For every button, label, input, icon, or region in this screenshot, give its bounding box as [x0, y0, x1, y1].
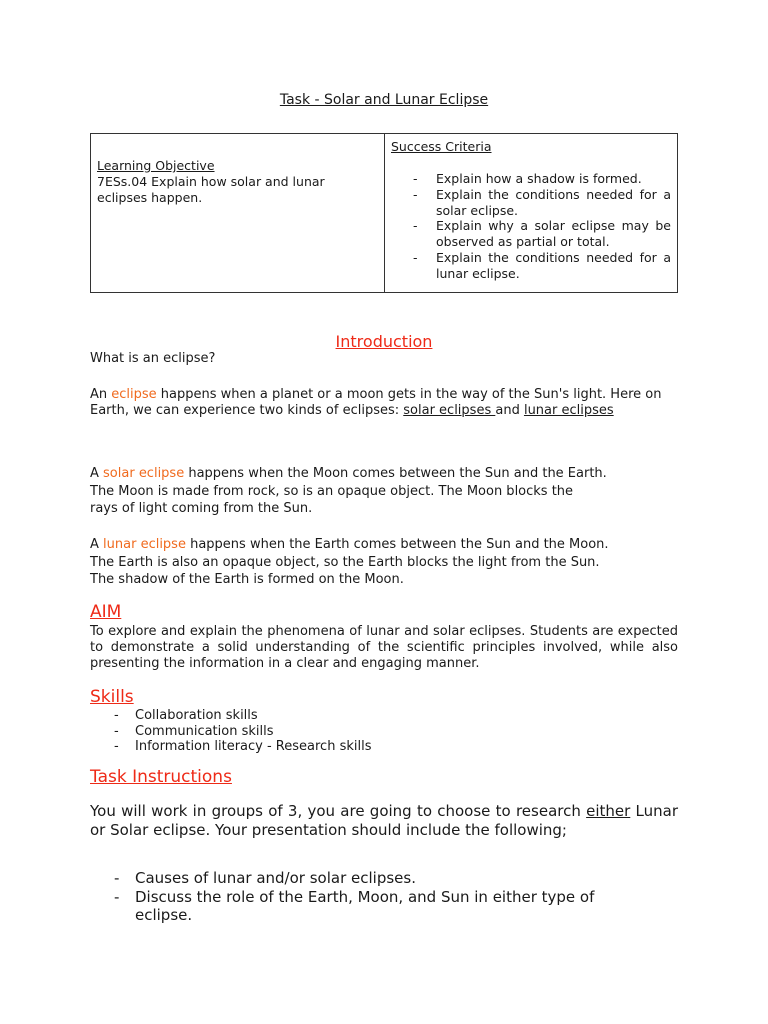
solar-eclipse-paragraph: A solar eclipse happens when the Moon comes between the Sun and the Earth. The Moon is made from rock, so is an opaque object. The Moon blocks the rays of light coming from the Sun. — [90, 466, 607, 516]
lunar-eclipses-link: lunar eclipses — [523, 403, 614, 418]
skill-item: - Collaboration skills — [114, 708, 258, 723]
solar-eclipse-term: solar eclipse — [103, 466, 185, 481]
eclipse-term: eclipse — [111, 387, 157, 402]
task-requirement-item: - Discuss the role of the Earth, Moon, and Sun in either type of eclipse. — [114, 887, 595, 924]
lunar-eclipse-term: lunar eclipse — [103, 537, 186, 552]
learning-objective-cell — [91, 134, 385, 292]
learning-objective-text: 7ESs.04 Explain how solar and lunar eclipses happen. — [97, 174, 325, 205]
task-requirement-item: - Causes of lunar and/or solar eclipses. — [114, 869, 416, 887]
introduction-heading: Introduction — [335, 332, 433, 351]
criteria-item: - Explain how a shadow is formed. — [413, 171, 642, 186]
solar-eclipses-link: solar eclipses — [403, 403, 496, 418]
skills-heading: Skills — [90, 687, 134, 707]
criteria-item: - Explain the conditions needed for a solar eclipse. — [413, 186, 671, 218]
lunar-eclipse-paragraph: A lunar eclipse happens when the Earth comes between the Sun and the Moon. The Earth is also an opaque object, so the Earth blocks the light from the Sun. The shadow of the Earth is formed on the Moon. — [90, 537, 609, 587]
skill-item: - Communication skills — [114, 723, 274, 739]
criteria-item: - Explain the conditions needed for a lunar eclipse. — [413, 249, 671, 281]
eclipse-definition-paragraph: An eclipse happens when a planet or a moon gets in the way of the Sun's light. Here on Earth, we can experience two kinds of eclipses: solar eclipses and lunar eclipses — [90, 387, 662, 418]
either-emphasis: either — [586, 802, 631, 820]
task-intro-paragraph: You will work in groups of 3, you are going to choose to research either Lunar or Solar eclipse. Your presentation should include the following; — [90, 802, 679, 839]
task-instructions-heading: Task Instructions — [90, 767, 232, 787]
skills-list — [90, 708, 678, 755]
aim-text: To explore and explain the phenomena of lunar and solar eclipses. Students are expected to demonstrate a solid understanding of the scientific principles involved, while also presenting the information in a clear and engaging manner. — [90, 624, 678, 671]
learning-objective-heading: Learning Objective — [97, 158, 215, 173]
aim-heading: AIM — [90, 602, 122, 622]
objective-criteria-table — [90, 133, 678, 293]
criteria-item: - Explain why a solar eclipse may be observed as partial or total. — [413, 218, 671, 250]
success-criteria-list — [391, 171, 671, 282]
document-title: Task - Solar and Lunar Eclipse — [279, 92, 489, 108]
skill-item: - Information literacy - Research skills — [114, 739, 372, 754]
task-requirements-list — [90, 869, 650, 925]
success-criteria-cell — [385, 134, 677, 292]
eclipse-question: What is an eclipse? — [90, 351, 216, 366]
success-criteria-heading: Success Criteria — [391, 139, 492, 154]
